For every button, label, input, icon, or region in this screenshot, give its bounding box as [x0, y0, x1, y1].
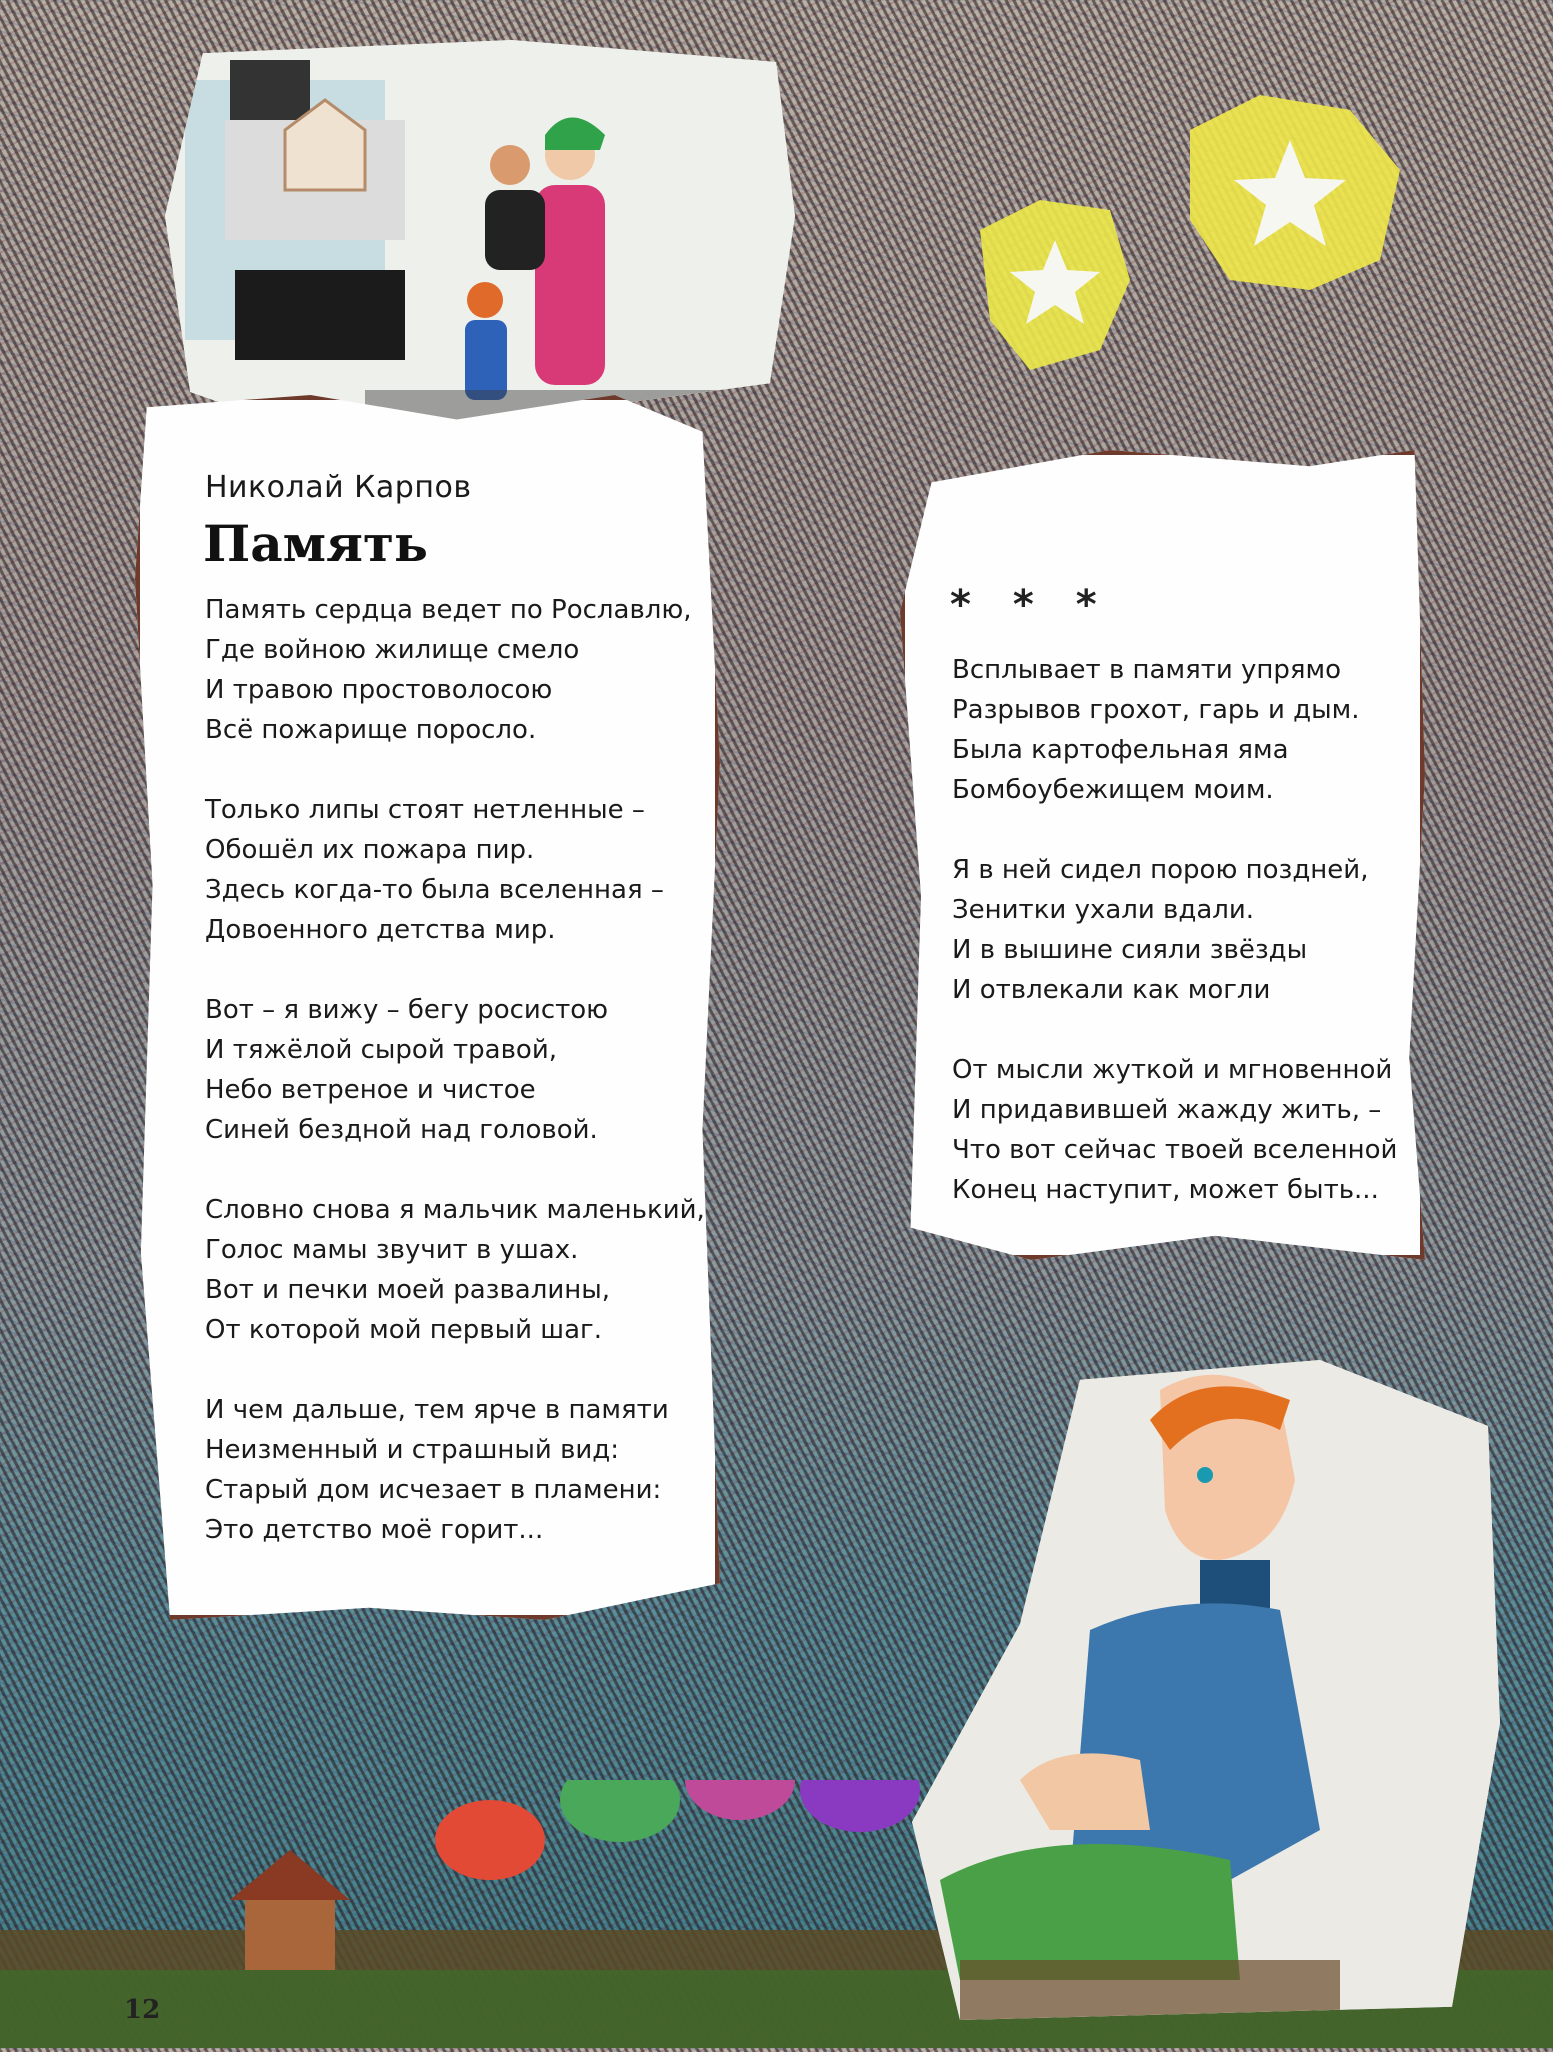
verse-line: Всплывает в памяти упрямо	[952, 655, 1342, 685]
poem-left	[205, 590, 705, 1590]
verse-line: Разрывов грохот, гарь и дым.	[952, 695, 1360, 725]
verse-line: Всё пожарище поросло.	[205, 715, 537, 745]
section-separator: * * *	[950, 582, 1111, 628]
verse-line: Конец наступит, может быть...	[952, 1175, 1379, 1205]
stanza	[205, 790, 705, 950]
verse-line: Я в ней сидел порою поздней,	[952, 855, 1369, 885]
verse-line: От мысли жуткой и мгновенной	[952, 1055, 1393, 1085]
page-number: 12	[124, 1995, 161, 2025]
boy-illustration	[900, 1360, 1500, 2020]
boy-drawing	[900, 1360, 1500, 2020]
verse-line: От которой мой первый шаг.	[205, 1315, 602, 1345]
verse-line: И отвлекали как могли	[952, 975, 1271, 1005]
verse-line: Вот – я вижу – бегу росистою	[205, 995, 609, 1025]
stanza	[205, 590, 705, 750]
verse-line: Это детство моё горит...	[205, 1515, 544, 1545]
stanza	[952, 850, 1412, 1010]
stanza	[205, 1390, 705, 1550]
stars-drawing	[960, 90, 1440, 420]
verse-line: Что вот сейчас твоей вселенной	[952, 1135, 1398, 1165]
verse-line: Небо ветреное и чистое	[205, 1075, 536, 1105]
verse-line: Была картофельная яма	[952, 735, 1289, 765]
stars-illustration	[960, 90, 1440, 420]
verse-line: Здесь когда-то была вселенная –	[205, 875, 664, 905]
poem-title: Память	[203, 514, 428, 573]
verse-line: И в вышине сияли звёзды	[952, 935, 1308, 965]
verse-line: Довоенного детства мир.	[205, 915, 556, 945]
verse-line: Где войною жилище смело	[205, 635, 580, 665]
verse-line: Словно снова я мальчик маленький,	[205, 1195, 705, 1225]
verse-line: И чем дальше, тем ярче в памяти	[205, 1395, 669, 1425]
verse-line: Зенитки ухали вдали.	[952, 895, 1255, 925]
verse-line: Бомбоубежищем моим.	[952, 775, 1274, 805]
verse-line: Синей бездной над головой.	[205, 1115, 598, 1145]
verse-line: Только липы стоят нетленные –	[205, 795, 645, 825]
author-name: Николай Карпов	[205, 470, 472, 505]
stanza	[205, 990, 705, 1150]
verse-line: И травою простоволосою	[205, 675, 553, 705]
verse-line: Голос мамы звучит в ушах.	[205, 1235, 579, 1265]
poem-right	[952, 650, 1412, 1250]
verse-line: И придавившей жажду жить, –	[952, 1095, 1382, 1125]
verse-line: Обошёл их пожара пир.	[205, 835, 535, 865]
verse-line: И тяжёлой сырой травой,	[205, 1035, 557, 1065]
stanza	[952, 1050, 1412, 1210]
verse-line: Неизменный и страшный вид:	[205, 1435, 620, 1465]
verse-line: Старый дом исчезает в пламени:	[205, 1475, 662, 1505]
stanza	[205, 1190, 705, 1350]
stanza	[952, 650, 1412, 810]
verse-line: Вот и печки моей развалины,	[205, 1275, 611, 1305]
verse-line: Память сердца ведет по Рославлю,	[205, 595, 692, 625]
